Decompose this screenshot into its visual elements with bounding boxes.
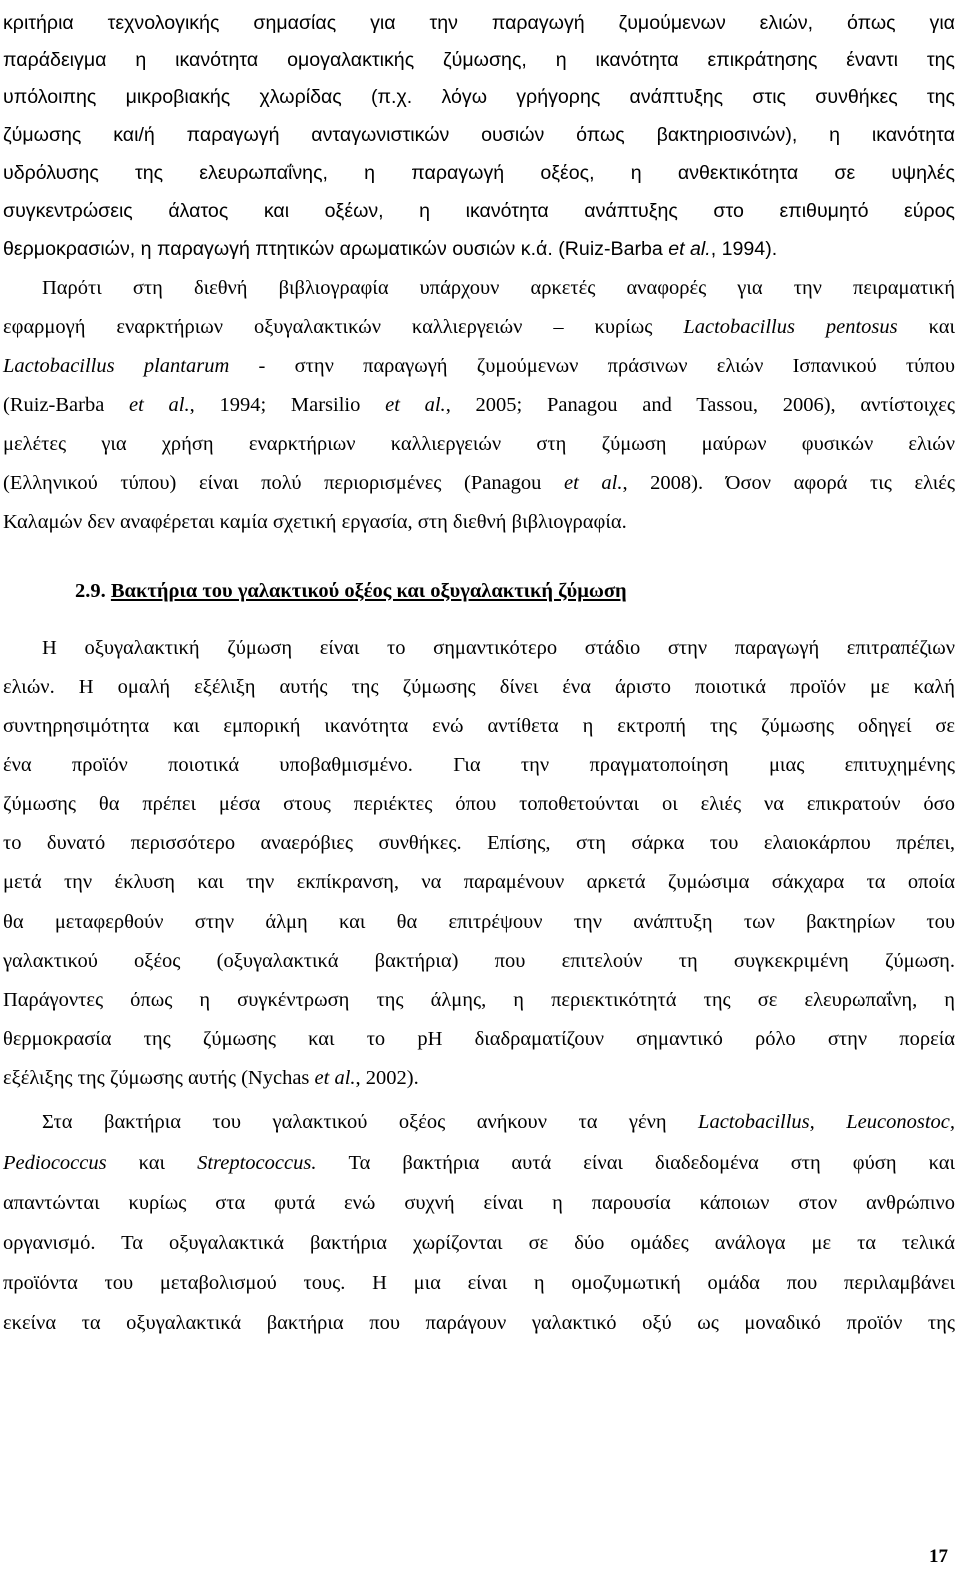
text-run: εξέλιξης της ζύμωσης αυτής (Nychas	[3, 1067, 315, 1089]
text-line: θα μεταφερθούν στην άλμη και θα επιτρέψουν την ανάπτυξη των βακτηρίων του	[3, 911, 955, 933]
text-line	[3, 461, 955, 505]
text-line: προϊόντα του μεταβολισμού τους. Η μια είναι η ομοζυμωτική ομάδα που περιλαμβάνει	[3, 1272, 955, 1294]
text-line: ζύμωσης και/ή παραγωγή ανταγωνιστικών ουσιών όπως βακτηριοσινών), η ικανότητα	[3, 124, 955, 146]
genus-name: Pediococcus	[3, 1152, 107, 1174]
text-line	[3, 383, 955, 427]
text-run: θερμοκρασιών, η παραγωγή πτητικών αρωματικών ουσιών κ.ά. (Ruiz-Barba	[3, 238, 669, 260]
citation-et-al: et al.	[385, 394, 446, 416]
text-line	[3, 1056, 955, 1100]
text-run: εφαρμογή εναρκτήριων οξυγαλακτικών καλλιεργειών – κυρίως	[3, 316, 684, 338]
text-line: το δυνατό περισσότερο αναερόβιες συνθήκες. Επίσης, στη σάρκα του ελαιοκάρπου πρέπει,	[3, 832, 955, 854]
text-line: απαντώνται κυρίως στα φυτά ενώ συχνή είναι η παρουσία κάποιων στον ανθρώπινο	[3, 1192, 955, 1214]
text-line	[42, 1100, 955, 1144]
citation-et-al: et al.	[314, 1067, 356, 1089]
text-run: , 2005; Panagou and Tassou, 2006), αντίστοιχες	[445, 394, 956, 416]
text-run: Στα βακτήρια του γαλακτικού οξέος ανήκουν τα γένη	[42, 1111, 699, 1133]
text-line: Παρότι στη διεθνή βιβλιογραφία υπάρχουν αρκετές αναφορές για την πειραματική	[42, 277, 955, 299]
citation-et-al: et al.	[564, 472, 623, 494]
text-line: υδρόλυσης της ελευρωπαΐνης, η παραγωγή οξέος, η ανθεκτικότητα σε υψηλές	[3, 162, 955, 184]
text-line: Καλαμών δεν αναφέρεται καμία σχετική εργασία, στη διεθνή βιβλιογραφία.	[3, 511, 627, 533]
citation-et-al: et al.	[668, 238, 711, 260]
text-run: , 1994).	[710, 238, 778, 260]
text-line: ένα προϊόν ποιοτικά υποβαθμισμένο. Για την πραγματοποίηση μιας επιτυχημένης	[3, 754, 955, 776]
text-line: οργανισμό. Τα οξυγαλακτικά βακτήρια χωρίζονται σε δύο ομάδες ανάλογα με τα τελικά	[3, 1232, 955, 1254]
text-run: και	[897, 316, 955, 338]
text-run: - στην παραγωγή ζυμούμενων πράσινων ελιών Ισπανικού τύπου	[229, 355, 955, 377]
citation-et-al: et al.	[129, 394, 190, 416]
text-line: θερμοκρασία της ζύμωσης και το pH διαδραματίζουν σημαντικό ρόλο στην πορεία	[3, 1028, 955, 1050]
text-line: συγκεντρώσεις άλατος και οξέων, η ικανότητα ανάπτυξης στο επιθυμητό εύρος	[3, 200, 955, 222]
text-line: ζύμωσης θα πρέπει μέσα στους περιέκτες όπου τοποθετούνται οι ελιές να επικρατούν όσο	[3, 793, 955, 815]
text-run: , 2008). Όσον αφορά τις ελιές	[622, 472, 955, 494]
text-line: συντηρησιμότητα και εμπορική ικανότητα ενώ αντίθετα η εκτροπή της ζύμωσης οδηγεί σε	[3, 715, 955, 737]
text-line	[3, 305, 955, 349]
text-line: μετά την έκλυση και την εκπίκρανση, να παραμένουν αρκετά ζυμώσιμα σάκχαρα τα οποία	[3, 871, 955, 893]
text-run: , 2002).	[355, 1067, 419, 1089]
text-run: , 1994; Marsilio	[189, 394, 386, 416]
text-line: υπόλοιπης μικροβιακής χλωρίδας (π.χ. λόγω γρήγορης ανάπτυξης στις συνθήκες της	[3, 86, 955, 108]
species-name: Lactobacillus plantarum	[3, 355, 230, 377]
text-line: Παράγοντες όπως η συγκέντρωση της άλμης, η περιεκτικότητά της σε ελευρωπαΐνη, η	[3, 989, 955, 1011]
text-line: ελιών. Η ομαλή εξέλιξη αυτής της ζύμωσης δίνει ένα άριστο ποιοτικά προϊόν με καλή	[3, 676, 955, 698]
section-number: 2.9.	[75, 580, 106, 602]
section-title: Βακτήρια του γαλακτικού οξέος και οξυγαλακτική ζύμωση	[110, 580, 627, 602]
genus-name: Streptococcus.	[197, 1152, 317, 1174]
text-line: παράδειγμα η ικανότητα ομογαλακτικής ζύμωσης, η ικανότητα επικράτησης έναντι της	[3, 49, 955, 71]
species-name: Lactobacillus pentosus	[683, 316, 898, 338]
text-run: (Ruiz-Barba	[3, 394, 130, 416]
text-line: εκείνα τα οξυγαλακτικά βακτήρια που παράγουν γαλακτικό οξύ ως μοναδικό προϊόν της	[3, 1312, 955, 1334]
text-line	[3, 1141, 955, 1185]
genus-names: Lactobacillus, Leuconostoc,	[698, 1111, 956, 1133]
text-line: μελέτες για χρήση εναρκτήριων καλλιεργειών στη ζύμωση μαύρων φυσικών ελιών	[3, 433, 955, 455]
text-line	[3, 344, 955, 388]
text-line: κριτήρια τεχνολογικής σημασίας για την παραγωγή ζυμούμενων ελιών, όπως για	[3, 12, 955, 34]
section-heading	[75, 569, 875, 613]
page-number: 17	[929, 1546, 948, 1567]
text-line: γαλακτικού οξέος (οξυγαλακτικά βακτήρια) που επιτελούν τη συγκεκριμένη ζύμωση.	[3, 950, 955, 972]
text-line	[3, 227, 955, 271]
text-run: και	[106, 1152, 198, 1174]
text-run: (Ελληνικού τύπου) είναι πολύ περιορισμένες (Panagou	[3, 472, 564, 494]
text-line: Η οξυγαλακτική ζύμωση είναι το σημαντικότερο στάδιο στην παραγωγή επιτραπέζιων	[42, 637, 955, 659]
text-run: Τα βακτήρια αυτά είναι διαδεδομένα στη φύση και	[316, 1152, 955, 1174]
